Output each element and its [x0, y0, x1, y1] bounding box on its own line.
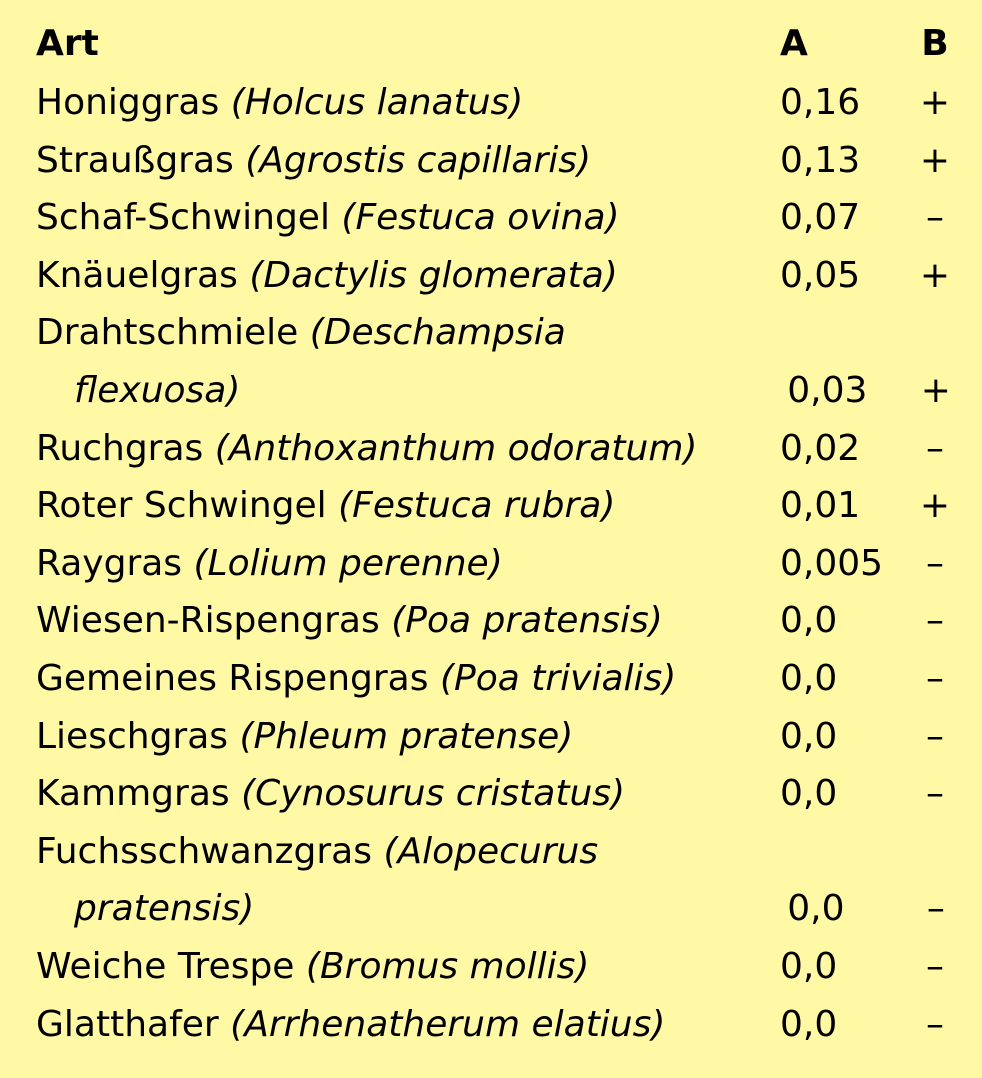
species-scientific-name: (Festuca ovina) — [341, 197, 620, 239]
value-b: + — [919, 254, 951, 296]
species-scientific-name-continuation: flexuosa) — [74, 369, 241, 411]
species-table — [36, 14, 956, 1053]
species-cell-continuation — [36, 362, 787, 420]
value-a: 0,07 — [780, 197, 861, 239]
species-common-name: Gemeines Rispengras — [36, 657, 429, 699]
species-scientific-name: (Holcus lanatus) — [230, 82, 524, 123]
species-scientific-name: (Lolium perenne) — [193, 542, 503, 584]
species-cell — [36, 477, 780, 535]
species-scientific-name: (Phleum pratense) — [239, 715, 574, 757]
species-cell — [36, 996, 780, 1054]
species-common-name: Fuchsschwanzgras — [36, 830, 372, 872]
value-a: 0,0 — [780, 1003, 838, 1045]
table-row — [36, 650, 956, 708]
header-b: B — [921, 23, 949, 64]
species-common-name: Roter Schwingel — [36, 485, 327, 527]
table-row — [36, 189, 956, 247]
species-common-name: Kammgras — [36, 773, 230, 815]
species-cell — [36, 189, 780, 247]
species-common-name: Knäuelgras — [36, 254, 238, 296]
species-scientific-name: (Cynosurus cristatus) — [241, 773, 626, 815]
table-row — [36, 420, 956, 478]
species-scientific-name-continuation: pratensis) — [74, 888, 255, 930]
species-common-name: Lieschgras — [36, 715, 229, 757]
table-row — [36, 477, 956, 535]
value-b: – — [926, 1003, 944, 1045]
value-a: 0,13 — [780, 139, 861, 181]
species-common-name: Raygras — [36, 542, 183, 584]
value-b: – — [926, 197, 944, 239]
species-scientific-name: (Dactylis glomerata) — [249, 254, 618, 296]
table-row — [36, 996, 956, 1054]
table-row — [36, 132, 956, 190]
species-common-name: Glatthafer — [36, 1003, 219, 1045]
table-row — [36, 247, 956, 305]
species-cell — [36, 765, 780, 823]
species-cell — [36, 132, 780, 190]
species-scientific-name: (Bromus mollis) — [305, 945, 590, 987]
species-cell — [36, 938, 780, 996]
species-scientific-name: (Deschampsia — [309, 312, 566, 354]
species-cell — [36, 592, 780, 650]
header-art: Art — [36, 23, 99, 64]
species-common-name: Drahtschmiele — [36, 312, 299, 354]
species-cell — [36, 650, 780, 708]
species-scientific-name: (Alopecurus — [383, 830, 599, 872]
species-common-name: Honiggras — [36, 82, 220, 123]
species-cell — [36, 74, 780, 132]
value-b: – — [926, 542, 944, 584]
value-b: – — [926, 657, 944, 699]
species-cell — [36, 304, 780, 362]
species-scientific-name: (Festuca rubra) — [338, 485, 616, 527]
species-common-name: Straußgras — [36, 139, 234, 181]
table-row — [36, 304, 956, 362]
species-scientific-name: (Arrhenatherum elatius) — [230, 1003, 666, 1045]
value-a: 0,0 — [780, 715, 838, 757]
species-common-name: Schaf-Schwingel — [36, 197, 330, 239]
table-row — [36, 535, 956, 593]
value-b: + — [919, 82, 951, 123]
value-a: 0,05 — [780, 254, 861, 296]
species-common-name: Wiesen-Rispengras — [36, 600, 380, 642]
table-row — [36, 592, 956, 650]
species-common-name: Ruchgras — [36, 427, 204, 469]
species-cell — [36, 420, 780, 478]
species-scientific-name: (Poa trivialis) — [439, 657, 677, 699]
header-a: A — [780, 23, 808, 64]
value-a: 0,005 — [780, 542, 884, 584]
species-scientific-name: (Anthoxanthum odoratum) — [214, 427, 698, 469]
table-row — [36, 823, 956, 881]
species-scientific-name: (Poa pratensis) — [391, 600, 663, 642]
value-b: + — [919, 139, 951, 181]
species-cell — [36, 708, 780, 766]
species-common-name: Weiche Trespe — [36, 945, 295, 987]
value-b: – — [926, 427, 944, 469]
species-scientific-name: (Agrostis capillaris) — [245, 139, 592, 181]
table-row-continuation — [36, 880, 956, 938]
value-a: 0,16 — [780, 82, 861, 123]
value-a: 0,0 — [780, 657, 838, 699]
value-b: – — [926, 715, 944, 757]
value-a: 0,0 — [780, 945, 838, 987]
value-b: + — [920, 369, 951, 411]
table-row — [36, 74, 956, 132]
table-row — [36, 765, 956, 823]
value-a: 0,0 — [787, 888, 845, 930]
table-row — [36, 938, 956, 996]
species-cell-continuation — [36, 880, 787, 938]
species-cell — [36, 247, 780, 305]
value-a: 0,03 — [787, 369, 868, 411]
value-a: 0,0 — [780, 773, 838, 815]
table-header — [36, 14, 956, 74]
value-b: – — [926, 773, 944, 815]
value-b: – — [926, 945, 944, 987]
value-b: – — [926, 600, 944, 642]
value-a: 0,02 — [780, 427, 861, 469]
value-a: 0,01 — [780, 485, 861, 527]
value-a: 0,0 — [780, 600, 838, 642]
table-row — [36, 708, 956, 766]
value-b: + — [919, 485, 951, 527]
species-cell — [36, 535, 780, 593]
value-b: – — [926, 888, 945, 930]
species-cell — [36, 823, 780, 881]
table-row-continuation — [36, 362, 956, 420]
